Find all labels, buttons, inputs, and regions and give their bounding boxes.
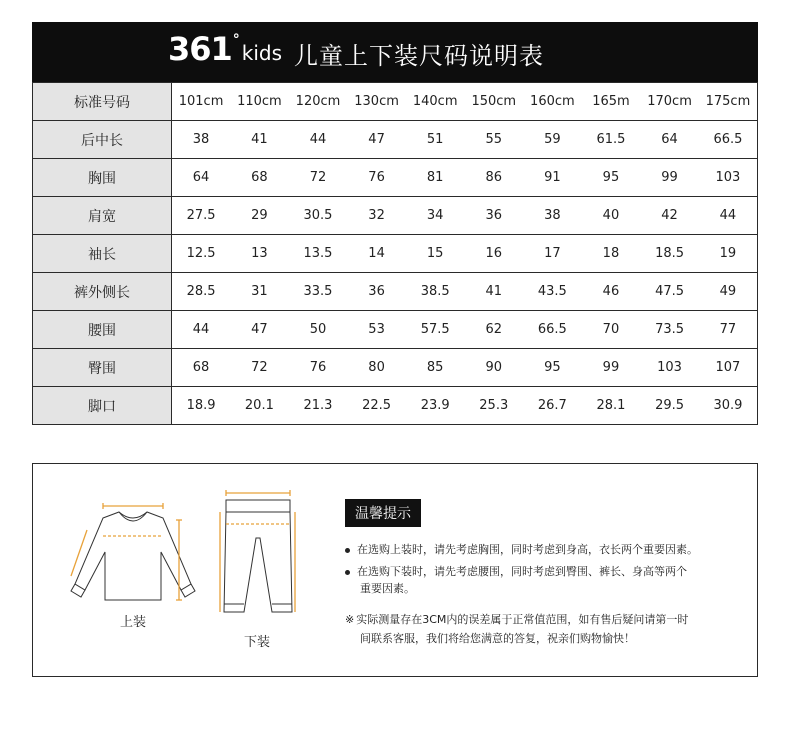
table-cell: 23.9 <box>406 387 465 425</box>
tip-bullet-2-line1: 在选购下装时，请先考虑腰围，同时考虑到臀围、裤长、身高等两个 <box>357 565 687 578</box>
table-cell: 18 <box>582 235 641 273</box>
bullet-dot-icon <box>345 570 350 575</box>
table-cell: 62 <box>464 311 523 349</box>
note-mark-icon: ※ <box>345 613 355 626</box>
table-cell: 12.5 <box>172 235 231 273</box>
table-cell: 73.5 <box>640 311 699 349</box>
size-header-cell: 140cm <box>406 83 465 121</box>
table-row <box>33 159 758 197</box>
table-cell: 30.9 <box>699 387 758 425</box>
table-cell: 77 <box>699 311 758 349</box>
table-cell: 34 <box>406 197 465 235</box>
table-cell: 61.5 <box>582 121 641 159</box>
table-cell: 21.3 <box>289 387 348 425</box>
table-cell: 29.5 <box>640 387 699 425</box>
table-cell: 18.5 <box>640 235 699 273</box>
table-cell: 53 <box>347 311 406 349</box>
row-label: 臀围 <box>33 349 172 387</box>
table-cell: 41 <box>464 273 523 311</box>
table-cell: 28.1 <box>582 387 641 425</box>
table-cell: 103 <box>699 159 758 197</box>
table-cell: 86 <box>464 159 523 197</box>
size-header-cell: 175cm <box>699 83 758 121</box>
row-label: 腰围 <box>33 311 172 349</box>
row-label: 肩宽 <box>33 197 172 235</box>
table-row <box>33 387 758 425</box>
size-header-cell: 110cm <box>230 83 289 121</box>
bullet-dot-icon <box>345 548 350 553</box>
tip-note-line2: 间联系客服，我们将给您满意的答复，祝亲们购物愉快！ <box>360 632 635 645</box>
table-cell: 99 <box>640 159 699 197</box>
table-cell: 30.5 <box>289 197 348 235</box>
table-row <box>33 311 758 349</box>
table-cell: 57.5 <box>406 311 465 349</box>
size-header-cell: 101cm <box>172 83 231 121</box>
table-cell: 47 <box>347 121 406 159</box>
size-header-cell: 165m <box>582 83 641 121</box>
table-cell: 41 <box>230 121 289 159</box>
header-bar <box>32 22 758 82</box>
table-cell: 47 <box>230 311 289 349</box>
table-cell: 70 <box>582 311 641 349</box>
table-cell: 85 <box>406 349 465 387</box>
table-cell: 76 <box>289 349 348 387</box>
row-label: 胸围 <box>33 159 172 197</box>
page-title: 儿童上下装尺码说明表 <box>294 42 544 70</box>
tip-bullet-1-text: 在选购上装时，请先考虑胸围，同时考虑到身高，衣长两个重要因素。 <box>357 543 698 556</box>
size-header-cell: 160cm <box>523 83 582 121</box>
size-header-cell: 130cm <box>347 83 406 121</box>
row-label: 后中长 <box>33 121 172 159</box>
table-cell: 44 <box>699 197 758 235</box>
table-cell: 81 <box>406 159 465 197</box>
table-cell: 42 <box>640 197 699 235</box>
brand-degree: ° <box>232 32 240 48</box>
table-cell: 36 <box>464 197 523 235</box>
table-cell: 95 <box>523 349 582 387</box>
table-cell: 38.5 <box>406 273 465 311</box>
table-row <box>33 349 758 387</box>
size-header-cell: 170cm <box>640 83 699 121</box>
table-cell: 72 <box>230 349 289 387</box>
table-cell: 16 <box>464 235 523 273</box>
table-cell: 14 <box>347 235 406 273</box>
top-garment-icon <box>63 500 203 610</box>
table-cell: 55 <box>464 121 523 159</box>
table-cell: 31 <box>230 273 289 311</box>
table-row <box>33 197 758 235</box>
table-cell: 25.3 <box>464 387 523 425</box>
table-cell: 46 <box>582 273 641 311</box>
table-cell: 33.5 <box>289 273 348 311</box>
table-cell: 59 <box>523 121 582 159</box>
table-cell: 80 <box>347 349 406 387</box>
table-cell: 103 <box>640 349 699 387</box>
table-cell: 64 <box>640 121 699 159</box>
table-cell: 32 <box>347 197 406 235</box>
brand-kids: kids <box>241 41 283 65</box>
pants-icon <box>218 488 298 628</box>
tip-title: 温馨提示 <box>345 499 421 527</box>
table-cell: 36 <box>347 273 406 311</box>
size-header-cell: 150cm <box>464 83 523 121</box>
top-garment-label: 上装 <box>120 615 147 630</box>
row-label: 袖长 <box>33 235 172 273</box>
table-cell: 27.5 <box>172 197 231 235</box>
table-cell: 43.5 <box>523 273 582 311</box>
table-header-label: 标准号码 <box>33 83 172 121</box>
table-cell: 51 <box>406 121 465 159</box>
brand-number: 361 <box>168 30 232 68</box>
table-cell: 76 <box>347 159 406 197</box>
table-cell: 29 <box>230 197 289 235</box>
table-cell: 72 <box>289 159 348 197</box>
table-header-row <box>33 83 758 121</box>
table-cell: 18.9 <box>172 387 231 425</box>
table-cell: 13.5 <box>289 235 348 273</box>
table-row <box>33 273 758 311</box>
table-cell: 91 <box>523 159 582 197</box>
brand-logo <box>168 30 282 68</box>
tip-bullet-2-line2: 重要因素。 <box>360 582 415 595</box>
tip-bullet-2 <box>345 563 687 597</box>
info-box <box>32 463 758 677</box>
table-cell: 68 <box>230 159 289 197</box>
tip-note <box>345 610 688 648</box>
table-cell: 68 <box>172 349 231 387</box>
tip-bullet-1 <box>345 541 698 558</box>
table-cell: 107 <box>699 349 758 387</box>
table-cell: 15 <box>406 235 465 273</box>
table-cell: 26.7 <box>523 387 582 425</box>
table-cell: 19 <box>699 235 758 273</box>
table-cell: 90 <box>464 349 523 387</box>
row-label: 脚口 <box>33 387 172 425</box>
table-cell: 99 <box>582 349 641 387</box>
table-row <box>33 121 758 159</box>
table-cell: 17 <box>523 235 582 273</box>
table-cell: 22.5 <box>347 387 406 425</box>
table-cell: 95 <box>582 159 641 197</box>
table-cell: 66.5 <box>523 311 582 349</box>
table-cell: 66.5 <box>699 121 758 159</box>
size-table <box>32 82 758 425</box>
table-cell: 47.5 <box>640 273 699 311</box>
tip-note-line1: 实际测量存在3CM内的误差属于正常值范围，如有售后疑问请第一时 <box>356 613 689 626</box>
table-cell: 13 <box>230 235 289 273</box>
table-cell: 40 <box>582 197 641 235</box>
table-row <box>33 235 758 273</box>
table-cell: 44 <box>289 121 348 159</box>
table-cell: 44 <box>172 311 231 349</box>
table-cell: 20.1 <box>230 387 289 425</box>
pants-label: 下装 <box>244 635 271 650</box>
table-cell: 38 <box>172 121 231 159</box>
size-header-cell: 120cm <box>289 83 348 121</box>
table-cell: 64 <box>172 159 231 197</box>
table-cell: 28.5 <box>172 273 231 311</box>
table-cell: 49 <box>699 273 758 311</box>
table-cell: 50 <box>289 311 348 349</box>
table-cell: 38 <box>523 197 582 235</box>
row-label: 裤外侧长 <box>33 273 172 311</box>
